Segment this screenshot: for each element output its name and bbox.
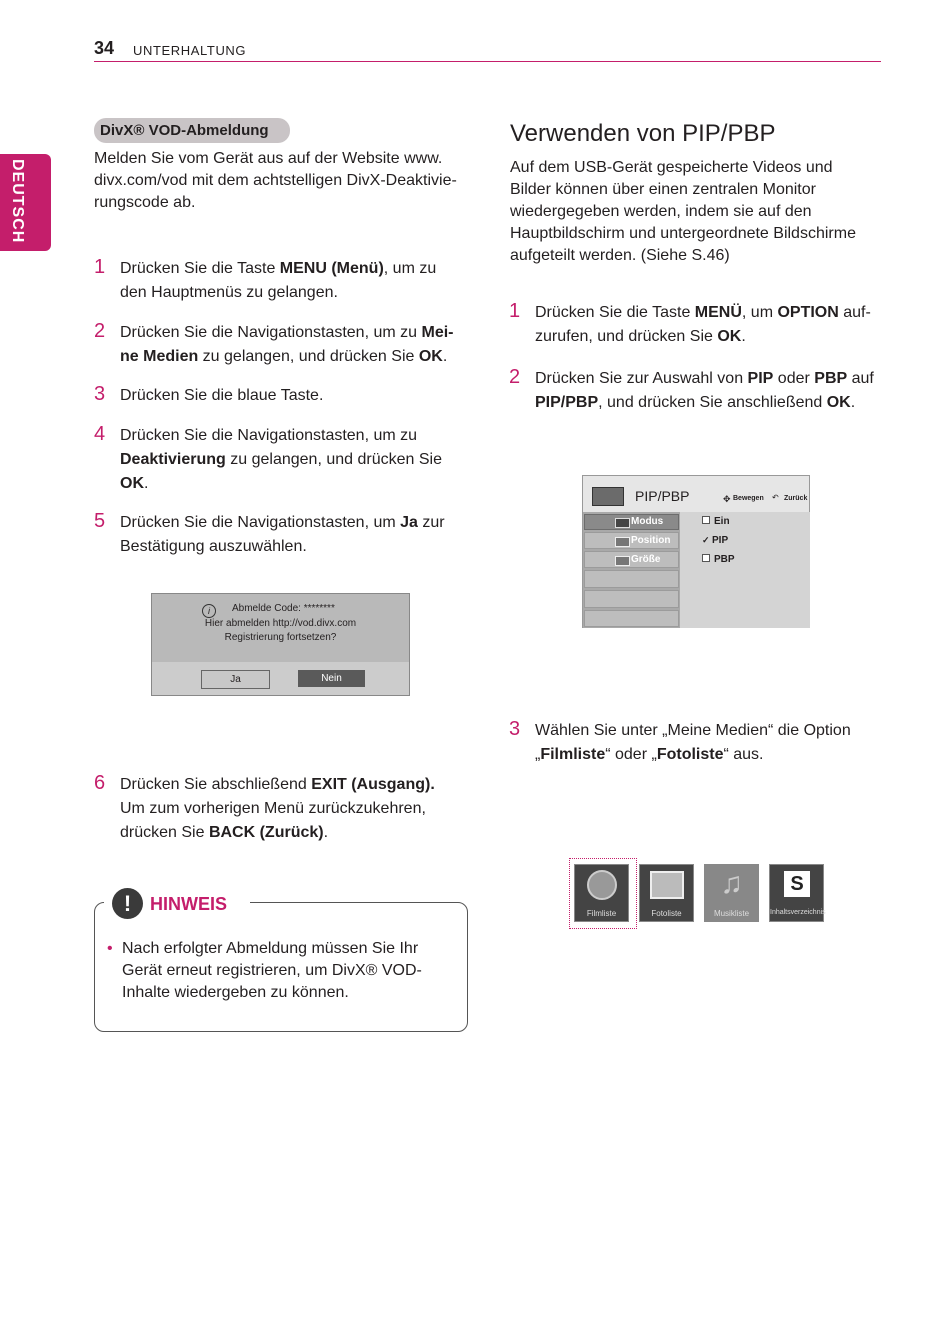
step-line: [120, 321, 453, 345]
step-plain-text: Drücken Sie die Navigationstasten, um: [120, 514, 401, 531]
pip-menu-left: [583, 512, 680, 628]
step-plain-text: Bestätigung auszuwählen.: [120, 538, 307, 555]
step-plain-text: Drücken Sie zur Auswahl von: [535, 370, 748, 387]
film-reel-icon: [587, 870, 617, 900]
step-bold-text: PBP: [814, 370, 848, 387]
step-number: 6: [94, 772, 106, 794]
step-bold-text: MENU (Menü): [279, 260, 384, 277]
pip-item-position[interactable]: [584, 532, 679, 549]
step-line: [535, 391, 874, 415]
step-line: [535, 743, 851, 767]
no-button[interactable]: Nein: [298, 670, 365, 687]
step-line: [120, 384, 323, 408]
note-bullet: •: [107, 940, 113, 957]
step-plain-text: , und drücken Sie anschließend: [598, 394, 827, 411]
step-bold-text: OK: [418, 348, 443, 365]
move-icon: ✥: [723, 494, 731, 504]
pip-hint-back: Zurück: [784, 495, 808, 502]
step-plain-text: auf: [847, 370, 874, 387]
step-plain-text: drücken Sie: [120, 824, 209, 841]
step-plain-text: .: [850, 394, 856, 411]
note-line: Inhalte wiedergeben zu können.: [122, 984, 349, 1001]
step-line: [120, 448, 442, 472]
step-text: [535, 719, 851, 767]
step-plain-text: zurufen, und drücken Sie: [535, 328, 718, 345]
media-tile-inhaltsverzeichnis[interactable]: [769, 864, 824, 922]
back-icon: ↶: [772, 493, 779, 502]
media-tile-filmliste[interactable]: [574, 864, 629, 922]
step-text: [120, 321, 453, 369]
step-plain-text: , um: [741, 304, 778, 321]
step-bold-text: OK: [717, 328, 742, 345]
unchecked-box-icon: [702, 554, 710, 562]
step-bold-text: Deaktivierung: [120, 451, 226, 468]
note-line: Nach erfolgter Abmeldung müssen Sie Ihr: [122, 940, 419, 957]
right-intro-line: Hauptbildschirm und untergeordnete Bildschirme: [510, 225, 856, 242]
step-plain-text: .: [741, 328, 746, 345]
step-plain-text: , um zu: [383, 260, 437, 277]
step-plain-text: auf-: [838, 304, 871, 321]
media-tile-label: Filmliste: [586, 909, 617, 918]
step-plain-text: zur: [417, 514, 445, 531]
step-line: [120, 281, 436, 305]
note-line: Gerät erneut registrieren, um DivX® VOD-: [122, 962, 422, 979]
step-number: 3: [509, 718, 521, 740]
step-bold-text: OPTION: [777, 304, 839, 321]
pip-menu: [582, 475, 810, 628]
step-bold-text: Mei-: [421, 324, 454, 341]
pip-menu-title: PIP/PBP: [635, 488, 690, 504]
step-line: [120, 472, 442, 496]
header-rule: [94, 61, 881, 62]
right-intro-line: Auf dem USB-Gerät gespeicherte Videos und: [510, 159, 833, 176]
note-header: [104, 888, 250, 920]
step-bold-text: Ja: [400, 514, 418, 531]
right-intro: [510, 157, 856, 267]
step-bold-text: OK: [826, 394, 851, 411]
pip-item-empty: [584, 590, 679, 608]
contents-icon: S: [784, 871, 810, 897]
step-plain-text: .: [144, 475, 149, 492]
pip-item-empty: [584, 610, 679, 627]
step-plain-text: Drücken Sie die Navigationstasten, um zu: [120, 427, 418, 444]
option-label: PBP: [714, 554, 735, 565]
section-heading: Verwenden von PIP/PBP: [510, 120, 776, 147]
step-number: 5: [94, 510, 106, 532]
photo-icon: [650, 871, 684, 899]
step-bold-text: ne Medien: [120, 348, 199, 365]
step-plain-text: „: [535, 746, 541, 763]
step-plain-text: zu gelangen, und drücken Sie: [225, 451, 442, 468]
pip-item-empty: [584, 570, 679, 588]
step-bold-text: PIP/PBP: [535, 394, 599, 411]
step-number: 2: [509, 366, 521, 388]
unchecked-box-icon: [702, 516, 710, 524]
step-text: [120, 424, 442, 496]
step-line: [120, 535, 445, 559]
step-text: [120, 257, 436, 305]
option-pbp[interactable]: [702, 554, 735, 565]
subsection-pill: DivX® VOD-Abmeldung: [94, 118, 290, 143]
left-intro-line: divx.com/vod mit dem achtstelligen DivX-Deaktivie-: [94, 172, 457, 189]
step-plain-text: Drücken Sie die Taste: [535, 304, 695, 321]
step-bold-text: Filmliste: [540, 746, 606, 763]
pip-menu-header: [583, 476, 809, 512]
option-label: Ein: [714, 516, 730, 527]
left-intro-line: Melden Sie vom Gerät aus auf der Website www.: [94, 150, 443, 167]
step-bold-text: Fotoliste: [656, 746, 724, 763]
media-tile-label: Inhaltsverzeichnis: [770, 909, 826, 916]
left-intro-line: rungscode ab.: [94, 194, 196, 211]
step-plain-text: Drücken Sie die blaue Taste.: [120, 387, 324, 404]
step-text: [535, 301, 871, 349]
step-number: 1: [509, 300, 521, 322]
divx-dialog: [151, 593, 410, 696]
left-intro: [94, 148, 457, 214]
step-text: [120, 511, 445, 559]
media-tile-label: Musikliste: [713, 909, 750, 918]
note-title: HINWEIS: [150, 894, 228, 914]
pip-item-label: Größe: [631, 554, 661, 565]
step-text: [535, 367, 874, 415]
step-line: [120, 257, 436, 281]
right-intro-line: wiedergegeben werden, indem sie auf den: [510, 203, 812, 220]
step-number: 2: [94, 320, 106, 342]
yes-button[interactable]: Ja: [201, 670, 270, 689]
step-plain-text: Drücken Sie die Navigationstasten, um zu: [120, 324, 422, 341]
step-line: [535, 301, 871, 325]
info-icon: i: [202, 604, 216, 618]
step-line: [120, 821, 435, 845]
step-bold-text: BACK (Zurück): [208, 824, 324, 841]
step-plain-text: Drücken Sie die Taste: [120, 260, 280, 277]
step-number: 3: [94, 383, 106, 405]
pip-hint-move: Bewegen: [733, 495, 764, 502]
page-number: 34: [94, 38, 115, 58]
option-label: PIP: [712, 535, 729, 546]
step-number: 4: [94, 423, 106, 445]
step-line: [120, 773, 435, 797]
step-line: [120, 424, 442, 448]
step-bold-text: MENÜ: [694, 304, 742, 321]
step-line: [535, 367, 874, 391]
pip-menu-options: [680, 512, 810, 628]
step-line: [120, 797, 435, 821]
dialog-message-area: [152, 594, 409, 662]
pip-item-modus[interactable]: [584, 514, 679, 530]
step-bold-text: PIP: [747, 370, 774, 387]
right-intro-line: aufgeteilt werden. (Siehe S.46): [510, 247, 730, 264]
language-tab-label: DEUTSCH: [9, 159, 26, 244]
step-line: [120, 511, 445, 535]
step-plain-text: Wählen Sie unter „Meine Medien“ die Option: [535, 722, 851, 739]
step-line: [120, 345, 453, 369]
tv-icon: [592, 487, 624, 506]
language-tab: [0, 154, 51, 251]
pip-item-size[interactable]: [584, 551, 679, 568]
section-title: UNTERHALTUNG: [133, 43, 247, 58]
media-tile-label: Fotoliste: [651, 909, 682, 918]
option-ein[interactable]: [702, 516, 730, 527]
media-tile-fotoliste[interactable]: [639, 864, 694, 922]
step-line: [535, 719, 851, 743]
music-note-icon: ♫: [720, 867, 743, 900]
step-text: [120, 384, 323, 408]
step-plain-text: oder: [773, 370, 815, 387]
step-plain-text: den Hauptmenüs zu gelangen.: [120, 284, 338, 301]
step-plain-text: “ aus.: [723, 746, 764, 763]
step-plain-text: zu gelangen, und drücken Sie: [198, 348, 419, 365]
step-plain-text: Drücken Sie abschließend: [120, 776, 312, 793]
checkmark-icon: ✓: [702, 535, 710, 545]
step-bold-text: OK: [120, 475, 144, 492]
mode-icon: [615, 518, 630, 528]
pip-item-label: Modus: [631, 516, 664, 527]
step-text: [120, 773, 435, 845]
size-icon: [615, 556, 630, 566]
option-pip[interactable]: [702, 535, 728, 546]
step-bold-text: EXIT (Ausgang).: [311, 776, 435, 793]
dialog-question: Registrierung fortsetzen?: [224, 632, 337, 643]
step-number: 1: [94, 256, 106, 278]
step-plain-text: .: [442, 348, 448, 365]
step-plain-text: Um zum vorherigen Menü zurückzukehren,: [120, 800, 426, 817]
step-line: [535, 325, 871, 349]
media-tile-musikliste[interactable]: [704, 864, 759, 922]
pip-item-label: Position: [631, 535, 671, 546]
right-intro-line: Bilder können über einen zentralen Monitor: [510, 181, 816, 198]
step-plain-text: “ oder „: [605, 746, 657, 763]
note-text: [122, 938, 422, 1004]
position-icon: [615, 537, 630, 547]
dialog-url: Hier abmelden http://vod.divx.com: [204, 618, 357, 629]
warning-icon: !: [112, 888, 143, 919]
dialog-code: Abmelde Code: ********: [232, 603, 335, 614]
step-plain-text: .: [323, 824, 329, 841]
